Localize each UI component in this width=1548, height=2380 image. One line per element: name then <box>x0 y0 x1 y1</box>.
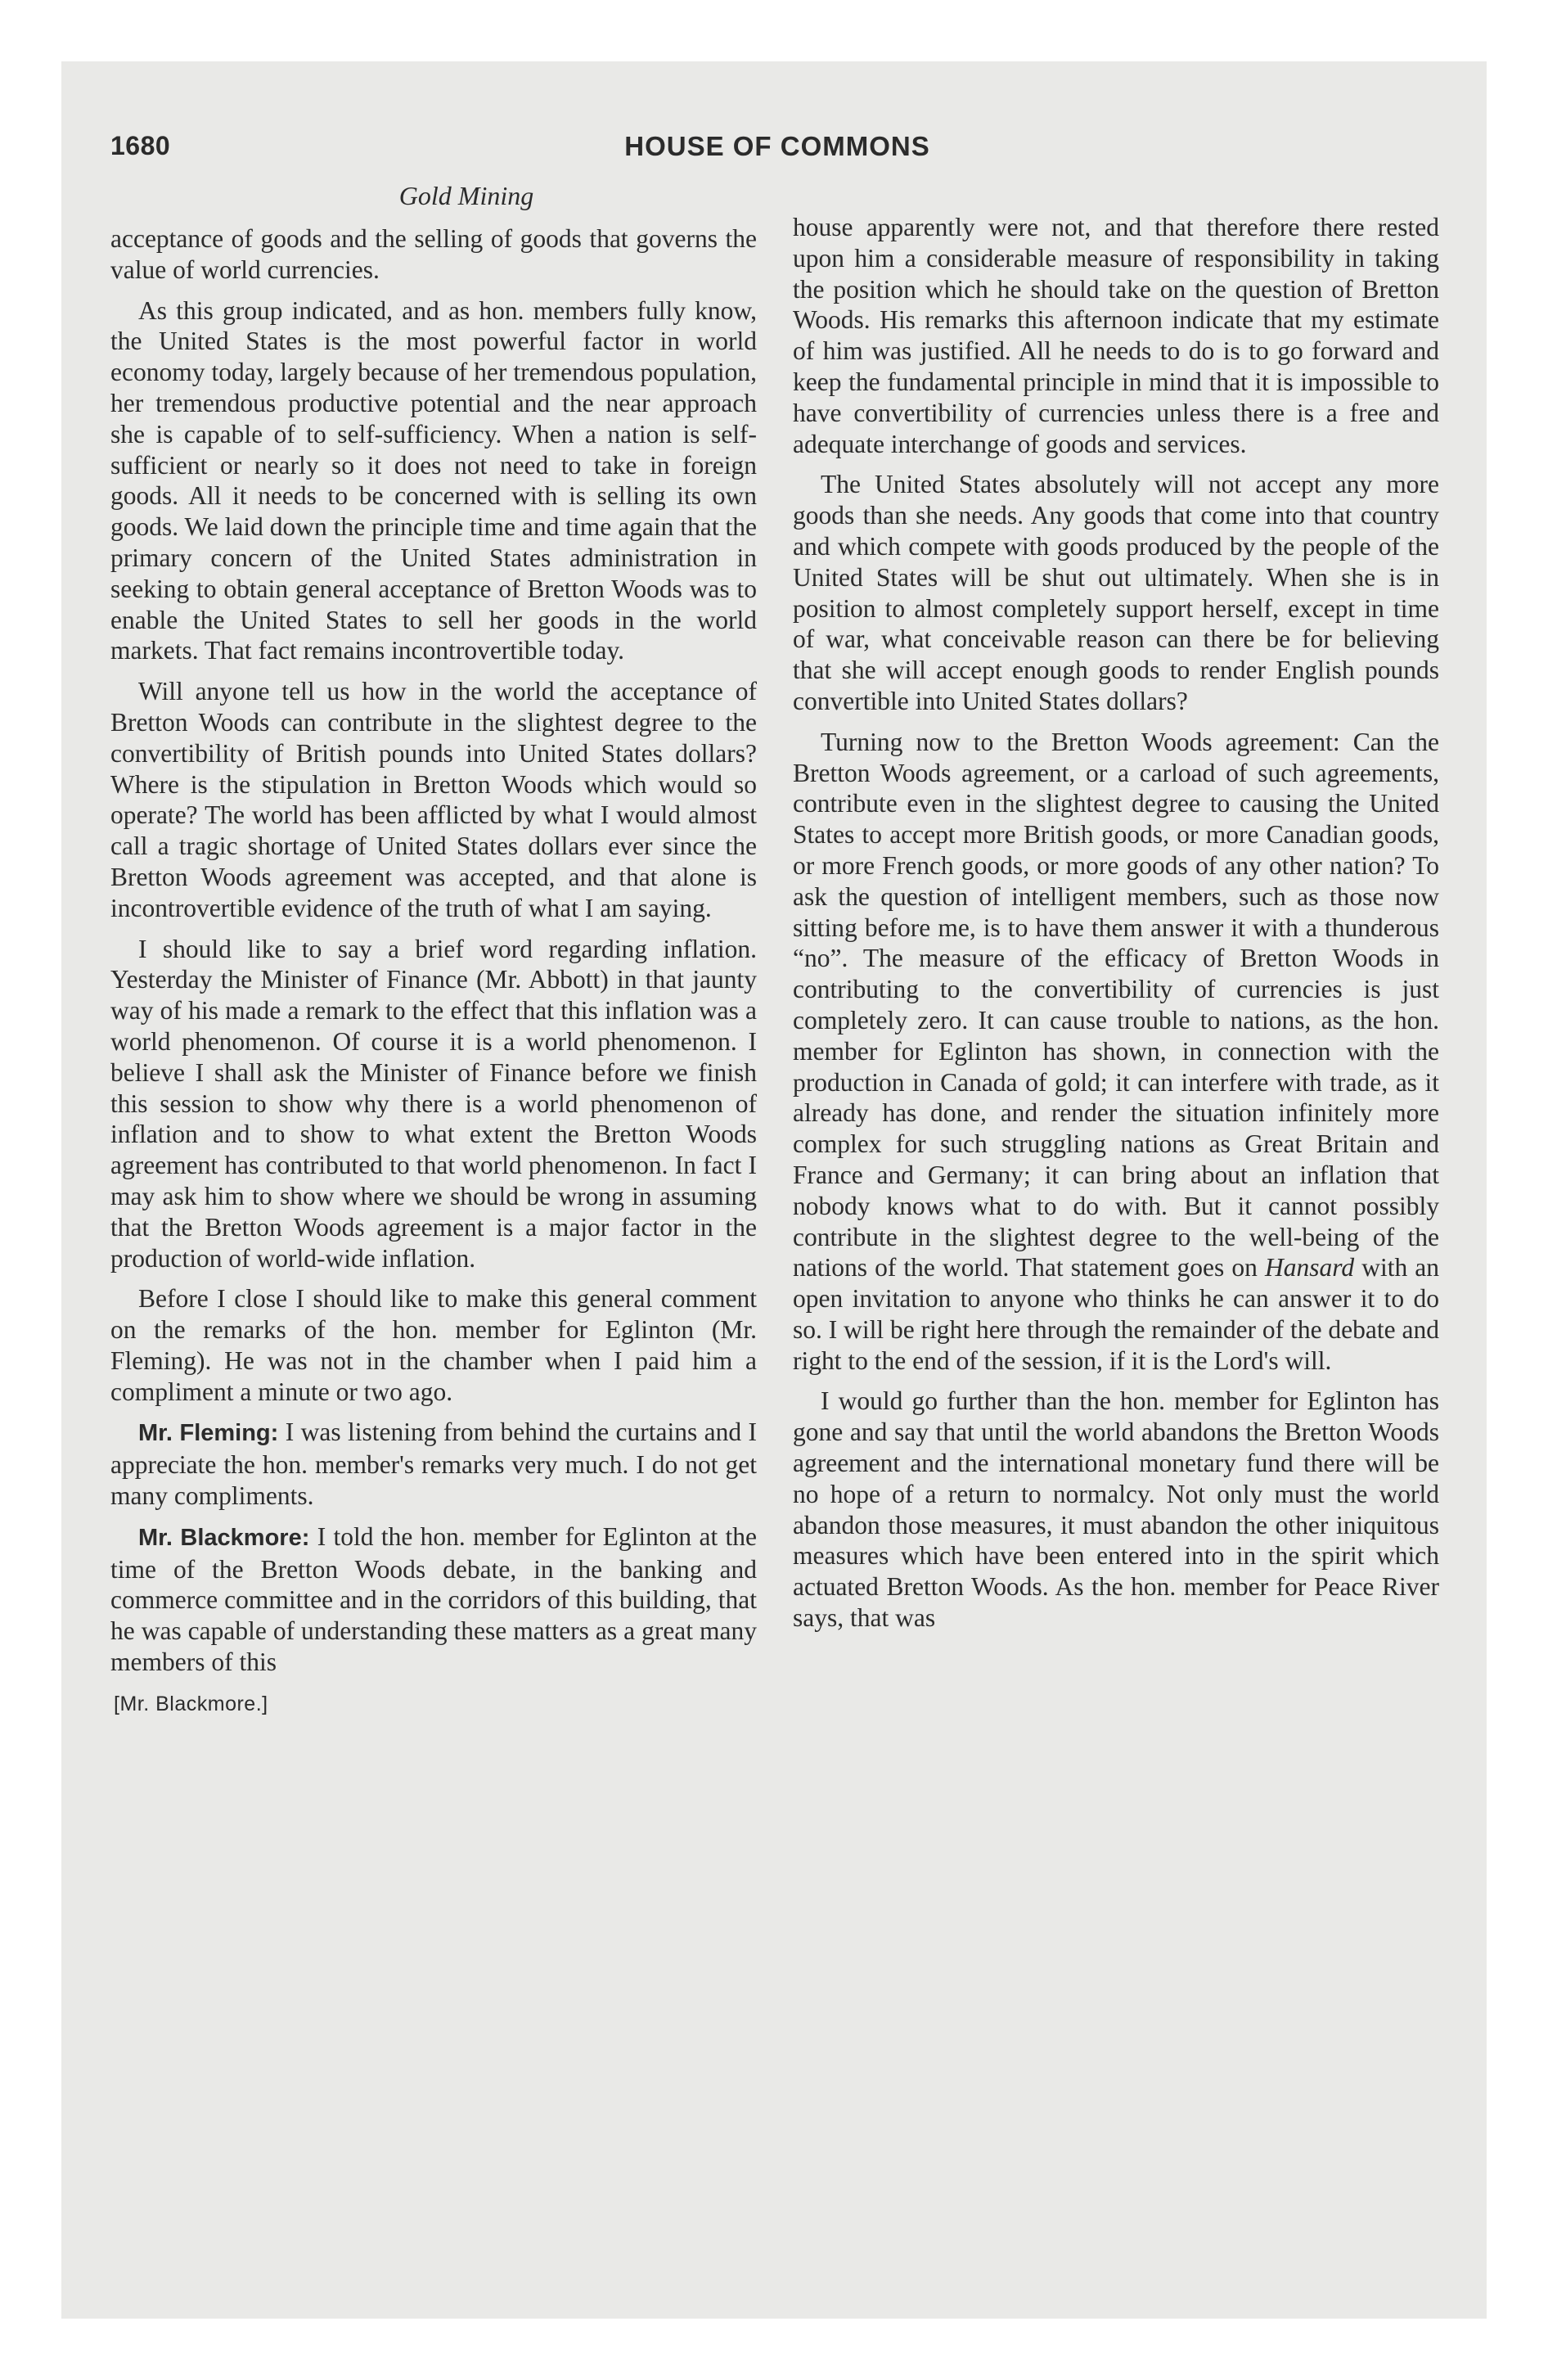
paragraph <box>793 727 1439 1377</box>
running-head: HOUSE OF COMMONS <box>624 131 930 161</box>
speech-paragraph <box>110 1521 757 1678</box>
page-header <box>110 123 1444 172</box>
speaker-name: Mr. Fleming: <box>138 1420 279 1447</box>
paragraph: Before I close I should like to make this general comment on the remarks of the hon. member for Eglinton (Mr. Fleming). He was not in the chamber when I paid him a compliment a minute or two ago. <box>110 1284 757 1406</box>
speaker-footer-tag: [Mr. Blackmore.] <box>114 1692 268 1715</box>
page-number: 1680 <box>110 131 171 160</box>
paragraph: house apparently were not, and that therefore there rested upon him a considerable measure of responsibility in taking the position which he should take on the question of Bretton Woods. His remarks this afternoon indicate that my estimate of him was justified. All he needs to do is to go forward and keep the fundamental principle in mind that it is impossible to have convertibility of currencies unless there is a free and adequate interchange of goods and services. <box>793 213 1439 458</box>
speech-text: I told the hon. member for Eglinton at the time of the Bretton Woods debate, in the banking and commerce committee and in the corridors of this building, that he was capable of understanding these matters as a great many members of this <box>110 1521 757 1677</box>
left-column <box>110 168 757 1720</box>
paragraph-text: Turning now to the Bretton Woods agreement: Can the Bretton Woods agreement, or a carload of such agreements, contribute even in the slightest degree to causing the United States to accept more British goods, or more Canadian goods, or more French goods, or more goods of any other nation? To ask the question of intelligent members, such as those now sitting before me, is to have them answer it with a thunderous “no”. The measure of the efficacy of Bretton Woods in contributing to the convertibility of currencies is just completely zero. It can cause trouble to nations, as the hon. member for Eglinton has shown, in connection with the production in Canada of gold; it can interfere with trade, as it already has done, and render the situation infinitely more complex for such struggling nations as Great Britain and France and Germany; it can bring about an inflation that nobody knows what to do with. But it cannot possibly contribute in the slightest degree to the well-being of the nations of the world. That statement goes on <box>793 727 1439 1282</box>
right-column <box>793 212 1439 1643</box>
speaker-name: Mr. Blackmore: <box>138 1524 310 1551</box>
paragraph-text: with an open invitation to anyone who thinks he can answer it to do so. I will be right here through the remainder of the debate and right to the end of the session, if it is the Lord's will. <box>793 1253 1440 1375</box>
paragraph: The United States absolutely will not accept any more goods than she needs. Any goods that come into that country and which compete with goods produced by the people of the United States will be shut out ultimately. When she is in position to almost completely support herself, except in time of war, what conceivable reason can there be for believing that she will accept enough goods to render English pounds convertible into United States dollars? <box>793 470 1439 715</box>
paragraph: I would go further than the hon. member for Eglinton has gone and say that until the world abandons the Bretton Woods agreement and the international monetary fund there will be no hope of a return to normalcy. Not only must the world abandon those measures, it must abandon the other iniquitous measures which have been entered into in the spirit which actuated Bretton Woods. As the hon. member for Peace River says, that was <box>793 1386 1439 1633</box>
speech-paragraph <box>110 1417 757 1511</box>
italic-title: Hansard <box>1264 1253 1355 1282</box>
paragraph: I should like to say a brief word regarding inflation. Yesterday the Minister of Finance (Mr. Abbott) in that jaunty way of his made a remark to the effect that this inflation was a world phenomenon. Of course it is a world phenomenon. I believe I shall ask the Minister of Finance before we finish this session to show why there is a world phenomenon of inflation and to show to what extent the Bretton Woods agreement has contributed to that world phenomenon. In fact I may ask him to show where we should be wrong in assuming that the Bretton Woods agreement is a major factor in the production of world-wide inflation. <box>110 934 757 1273</box>
paragraph: As this group indicated, and as hon. members fully know, the United States is the most powerful factor in world economy today, largely because of her tremendous population, her tremendous productive potential and the near approach she is capable of to self-sufficiency. When a nation is self-sufficient or nearly so it does not need to take in foreign goods. All it needs to be concerned with is selling its own goods. We laid down the principle time and time again that the primary concern of the United States administration in seeking to obtain general acceptance of Bretton Woods was to enable the United States to sell her goods in the world markets. That fact remains incontrovertible today. <box>110 295 757 665</box>
section-subhead: Gold Mining <box>398 181 534 210</box>
paragraph: acceptance of goods and the selling of goods that governs the value of world currencies. <box>110 224 757 284</box>
paragraph: Will anyone tell us how in the world the acceptance of Bretton Woods can contribute in the slightest degree to the convertibility of British pounds into United States dollars? Where is the stipulation in Bretton Woods which would so operate? The world has been afflicted by what I would almost call a tragic shortage of United States dollars ever since the Bretton Woods agreement was accepted, and that alone is incontrovertible evidence of the truth of what I am saying. <box>110 677 757 922</box>
speech-text: I was listening from behind the curtains and I appreciate the hon. member's remarks very much. I do not get many compliments. <box>110 1418 758 1511</box>
document-page <box>110 123 1444 2300</box>
